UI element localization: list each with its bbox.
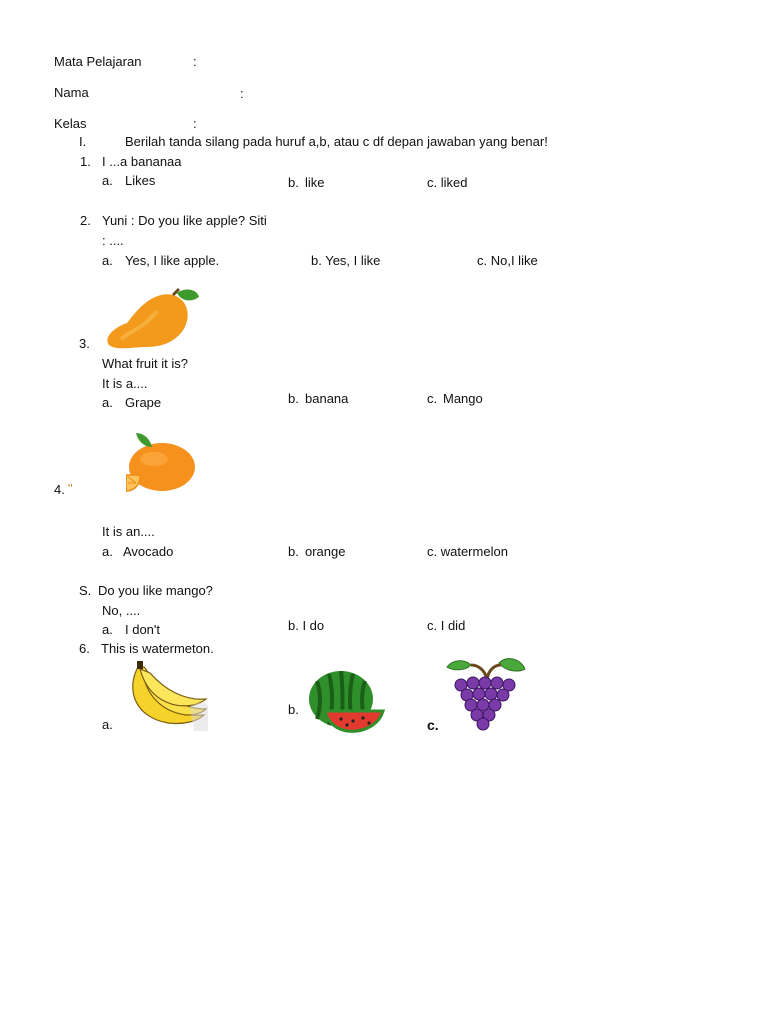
q5-option-c: c. I did [427, 618, 466, 633]
q2-number: 2. [80, 213, 91, 228]
q4-option-a-letter: a. [102, 544, 113, 559]
q3-text: What fruit it is? [102, 356, 188, 371]
q3-option-c-letter: c. [427, 391, 438, 406]
name-colon: : [240, 86, 244, 101]
q6-number: 6. [79, 641, 90, 656]
class-colon: : [193, 116, 197, 131]
banana-icon [124, 659, 208, 731]
q5-option-a-letter: a. [102, 622, 113, 637]
q1-option-a-letter: a. [102, 173, 113, 188]
q1-option-b: like [305, 175, 325, 190]
q2-text-continued: : .... [102, 233, 124, 248]
q2-text: Yuni : Do you like apple? Siti [102, 213, 267, 228]
mango-icon [101, 287, 201, 351]
q3-number: 3. [79, 336, 90, 351]
q1-option-b-letter: b. [288, 175, 299, 190]
q2-option-c: c. No,I like [477, 253, 538, 268]
q6-option-b: b. [288, 702, 299, 717]
q3-option-b: banana [305, 391, 349, 406]
q6-option-c: c. [427, 717, 439, 733]
q2-option-b: b. Yes, I like [311, 253, 381, 268]
instruction-numeral: I. [79, 134, 87, 149]
q5-text: Do you like mango? [98, 583, 213, 598]
orange-icon [126, 431, 196, 493]
q6-text: This is watermeton. [101, 641, 214, 656]
q6-option-a: a. [102, 717, 113, 732]
q4-mark: " [68, 481, 73, 496]
subject-colon: : [193, 54, 197, 69]
q5-option-a: I don't [125, 622, 161, 637]
q1-text: I ...a bananaa [102, 154, 182, 169]
grapes-icon [441, 657, 527, 731]
q5-option-b: b. I do [288, 618, 325, 633]
q1-option-c: c. liked [427, 175, 468, 190]
q5-number: S. [79, 583, 92, 598]
class-label: Kelas [54, 116, 87, 131]
q1-option-a: Likes [125, 173, 156, 188]
q4-option-b-letter: b. [288, 544, 299, 559]
instruction-text: Berilah tanda silang pada huruf a,b, atau c df depan jawaban yang benar! [125, 134, 548, 149]
q4-option-a: Avocado [123, 544, 174, 559]
q2-option-a-letter: a. [102, 253, 113, 268]
q1-number: 1. [80, 154, 91, 169]
q3-text-continued: It is a.... [102, 376, 148, 391]
q3-option-a-letter: a. [102, 395, 113, 410]
name-label: Nama [54, 85, 89, 100]
q2-option-a: Yes, I like apple. [125, 253, 220, 268]
q4-option-c: c. watermelon [427, 544, 508, 559]
q4-option-b: orange [305, 544, 346, 559]
q3-option-c: Mango [443, 391, 483, 406]
q3-option-a: Grape [125, 395, 162, 410]
q3-option-b-letter: b. [288, 391, 299, 406]
subject-label: Mata Pelajaran [54, 54, 142, 69]
q5-text-continued: No, .... [102, 603, 141, 618]
watermelon-icon [307, 671, 385, 733]
q4-number: 4. [54, 482, 65, 497]
q4-text: It is an.... [102, 524, 155, 539]
